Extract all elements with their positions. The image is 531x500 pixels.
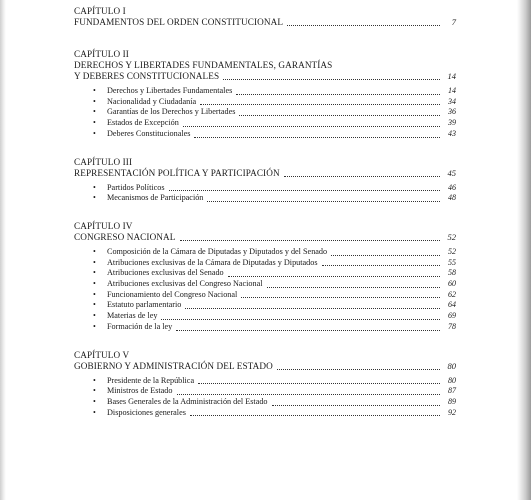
page-edge-right-shadow — [517, 0, 531, 500]
bullet-icon: • — [93, 246, 96, 256]
bullet-icon: • — [93, 107, 96, 117]
section-label: Materias de ley — [107, 311, 158, 321]
list-item[interactable] — [93, 321, 456, 333]
chapter-number: CAPÍTULO IV — [74, 220, 133, 231]
section-label: Derechos y Libertades Fundamentales — [107, 86, 233, 95]
list-item[interactable] — [93, 407, 456, 419]
chapter-5 — [74, 350, 456, 419]
section-label: Deberes Constitucionales — [107, 128, 191, 138]
page-number: 58 — [448, 268, 456, 278]
chapter-1 — [74, 6, 456, 28]
table-of-contents — [74, 6, 456, 430]
dot-leader — [180, 240, 441, 241]
section-label: Disposiciones generales — [107, 407, 186, 417]
section-label: Composición de la Cámara de Diputadas y Diputados y del Senado — [107, 246, 328, 256]
page-number: 36 — [448, 107, 456, 117]
dot-leader — [176, 330, 440, 331]
list-item[interactable] — [93, 182, 456, 194]
bullet-icon: • — [93, 321, 96, 331]
dot-leader — [267, 287, 440, 288]
list-item[interactable] — [93, 300, 456, 311]
dot-leader — [277, 369, 440, 370]
page-number: 52 — [447, 231, 456, 242]
dot-leader — [223, 79, 440, 80]
bullet-icon: • — [93, 182, 96, 192]
section-label: Atribuciones exclusivas del Senado — [107, 268, 224, 278]
dot-leader — [239, 115, 440, 116]
dot-leader — [236, 94, 440, 95]
section-label: Estatuto parlamentario — [107, 300, 182, 310]
dot-leader — [169, 190, 440, 191]
bullet-icon: • — [93, 375, 96, 385]
chapter-3 — [74, 157, 456, 204]
section-label: Formación de la ley — [107, 321, 173, 331]
bullet-icon: • — [93, 268, 96, 278]
list-item[interactable] — [93, 257, 456, 269]
chapter-title-line-2: Y DEBERES CONSTITUCIONALES — [74, 71, 220, 81]
bullet-icon: • — [93, 128, 96, 138]
section-label: Presidente de la República — [107, 375, 195, 385]
section-label: Bases Generales de la Administración del Estado — [107, 396, 268, 406]
chapter-title: GOBIERNO Y ADMINISTRACIÓN DEL ESTADO — [74, 360, 273, 371]
list-item[interactable] — [93, 193, 456, 204]
page-number: 62 — [448, 289, 456, 299]
chapter-title-row[interactable] — [74, 232, 456, 243]
chapter-number: CAPÍTULO I — [74, 6, 126, 16]
list-item[interactable] — [93, 375, 456, 387]
list-item[interactable] — [93, 246, 456, 258]
chapter-title-row[interactable] — [74, 361, 456, 372]
chapter-title-line-1: DERECHOS Y LIBERTADES FUNDAMENTALES, GARANTÍAS — [74, 60, 333, 70]
page-number: 55 — [448, 257, 456, 267]
list-item[interactable] — [93, 396, 456, 408]
dot-leader — [284, 176, 440, 177]
list-item[interactable] — [93, 118, 456, 129]
list-item[interactable] — [93, 289, 456, 301]
dot-leader — [161, 319, 440, 320]
bullet-icon: • — [93, 407, 96, 417]
bullet-icon: • — [93, 289, 96, 299]
dot-leader — [207, 201, 440, 202]
section-label: Garantías de los Derechos y Libertades — [107, 107, 236, 117]
dot-leader — [185, 308, 440, 309]
page-number: 89 — [448, 396, 456, 406]
page-number: 78 — [448, 321, 456, 331]
chapter-number: CAPÍTULO II — [74, 49, 129, 59]
dot-leader — [190, 415, 440, 416]
dot-leader — [183, 126, 440, 127]
page-number: 87 — [448, 386, 456, 396]
bullet-icon: • — [93, 193, 96, 203]
chapter-4 — [74, 221, 456, 333]
bullet-icon: • — [93, 300, 96, 310]
page-number: 34 — [448, 96, 456, 106]
page-number: 80 — [448, 375, 456, 385]
chapter-number: CAPÍTULO V — [74, 349, 130, 360]
list-item[interactable] — [93, 268, 456, 279]
dot-leader — [200, 104, 440, 105]
chapter-title-row[interactable] — [74, 168, 456, 179]
page-number: 46 — [448, 182, 456, 192]
bullet-icon: • — [93, 386, 96, 396]
bullet-icon: • — [93, 311, 96, 321]
list-item[interactable] — [93, 86, 456, 97]
page-number: 45 — [447, 167, 456, 178]
section-label: Mecanismos de Participación — [107, 193, 204, 203]
list-item[interactable] — [93, 96, 456, 108]
dot-leader — [331, 255, 440, 256]
chapter-2 — [74, 49, 456, 140]
list-item[interactable] — [93, 107, 456, 118]
page-number: 92 — [448, 407, 456, 417]
section-label: Atribuciones exclusivas del Congreso Nacional — [107, 279, 263, 289]
dot-leader — [177, 394, 441, 395]
dot-leader — [241, 297, 440, 298]
page-number: 60 — [448, 279, 456, 289]
section-label: Ministros de Estado — [107, 386, 173, 396]
chapter-number: CAPÍTULO III — [74, 156, 133, 167]
list-item[interactable] — [93, 386, 456, 397]
page-number: 48 — [448, 193, 456, 203]
bullet-icon: • — [93, 279, 96, 289]
page-number: 14 — [447, 71, 456, 81]
dot-leader — [228, 276, 440, 277]
list-item[interactable] — [93, 128, 456, 140]
section-list — [74, 247, 456, 333]
section-label: Atribuciones exclusivas de la Cámara de Diputadas y Diputados — [107, 257, 318, 267]
chapter-title-row[interactable] — [74, 17, 456, 28]
page-number: 7 — [451, 17, 456, 27]
bullet-icon: • — [93, 96, 96, 106]
section-label: Nacionalidad y Ciudadanía — [107, 96, 197, 106]
bullet-icon: • — [93, 257, 96, 267]
page-number: 43 — [448, 128, 456, 138]
dot-leader — [198, 383, 440, 384]
section-list — [74, 183, 456, 204]
list-item[interactable] — [93, 279, 456, 290]
section-list — [74, 86, 456, 140]
bullet-icon: • — [93, 86, 96, 95]
dot-leader — [322, 265, 440, 266]
bullet-icon: • — [93, 396, 96, 406]
section-label: Partidos Políticos — [107, 182, 165, 192]
dot-leader — [287, 25, 440, 26]
page-number: 39 — [448, 118, 456, 128]
dot-leader — [194, 137, 440, 138]
section-label: Estados de Excepción — [107, 118, 179, 128]
chapter-title: REPRESENTACIÓN POLÍTICA Y PARTICIPACIÓN — [74, 167, 280, 178]
page-number: 52 — [448, 246, 456, 256]
chapter-title: CONGRESO NACIONAL — [74, 231, 176, 242]
page-edge-left — [0, 0, 6, 500]
bullet-icon: • — [93, 118, 96, 128]
chapter-title-row[interactable] — [74, 71, 456, 82]
page-number: 69 — [448, 311, 456, 321]
section-label: Funcionamiento del Congreso Nacional — [107, 289, 238, 299]
chapter-title: FUNDAMENTOS DEL ORDEN CONSTITUCIONAL — [74, 17, 284, 27]
dot-leader — [272, 405, 440, 406]
page-number: 64 — [448, 300, 456, 310]
section-list — [74, 376, 456, 419]
page-number: 80 — [447, 360, 456, 371]
list-item[interactable] — [93, 311, 456, 322]
page-number: 14 — [448, 86, 456, 95]
